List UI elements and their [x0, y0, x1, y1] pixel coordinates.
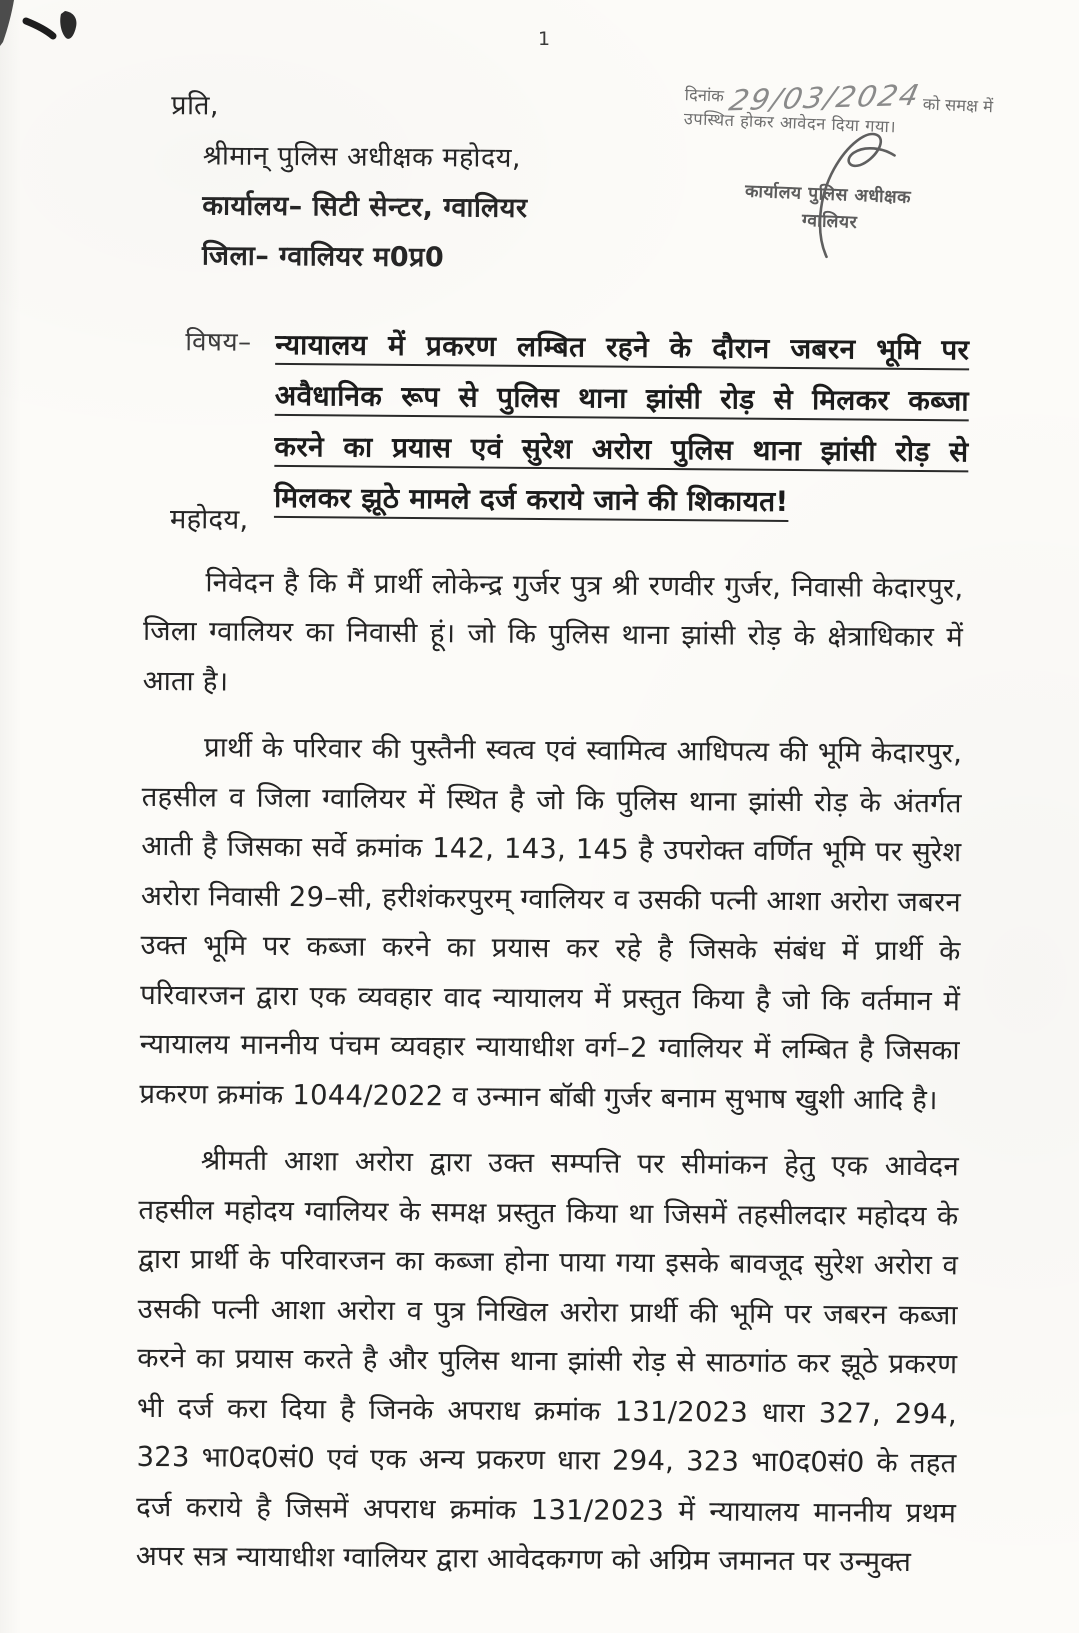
recipient-addressee: श्रीमान् पुलिस अधीक्षक महोदय,: [202, 140, 522, 174]
subject-line: न्यायालय में प्रकरण लम्बित रहने के दौरान जबरन भूमि पर: [275, 327, 970, 367]
recipient-block: [170, 81, 529, 284]
letter-paragraph-3: श्रीमती आशा अरोरा द्वारा उक्त सम्पत्ति पर सीमांकन हेतु एक आवेदन तहसील महोदय ग्वालियर के समक्ष प्रस्तुत किया था जिसमें तहसीलदार महोदय के द्वारा प्रार्थी के परिवारजन का कब्जा होना पाया गया इसके बावजूद सुरेश अरोरा व उसकी पत्नी आशा अरोरा व पुत्र निखिल अरोरा प्रार्थी की भूमि पर जबरन कब्जा करने का प्रयास करते है और पुलिस थाना झांसी रोड़ से साठगांठ कर झूठे प्रकरण भी दर्ज करा दिया है जिनके अपराध क्रमांक 131/2023 धारा 327, 294, 323 भा0द0सं0 एवं एक अन्य प्रकरण धारा 294, 323 भा0द0सं0 के तहत दर्ज कराये है जिसमें अपराध क्रमांक 131/2023 में न्यायालय माननीय प्रथम अपर सत्र न्यायाधीश ग्वालियर द्वारा आवेदकगण को अग्रिम जमानत पर उन्मुक्त: [135, 1144, 959, 1578]
subject-label: विषय–: [185, 327, 252, 358]
stamp-receipt-text: उपस्थित होकर आवेदन दिया गया।: [683, 109, 897, 137]
stamp-office-city: ग्वालियर: [801, 210, 858, 233]
subject-line: अवैधानिक रूप से पुलिस थाना झांसी रोड़ से मिलकर कब्जा: [274, 378, 969, 418]
letter-body: [135, 495, 964, 1605]
stamp-handwritten-date: 29/03/2024: [726, 78, 925, 118]
letter-greeting: महोदय,: [169, 503, 249, 536]
recipient-office: कार्यालय– सिटी सेन्टर, ग्वालियर: [202, 190, 528, 224]
receipt-stamp: [679, 79, 995, 242]
signature-mark: [774, 109, 930, 265]
stamp-date-suffix: को समक्ष में: [922, 94, 994, 117]
subject-line: मिलकर झूठे मामले दर्ज कराये जाने की शिकायत!: [273, 480, 789, 518]
stamp-date-label: दिनांक: [684, 85, 725, 106]
subject-line: करने का प्रयास एवं सुरेश अरोरा पुलिस थाना झांसी रोड़ से: [274, 429, 969, 469]
page-number: 1: [538, 28, 551, 50]
recipient-salutation: प्रति,: [171, 90, 220, 122]
letter-paragraph-1: निवेदन है कि मैं प्रार्थी लोकेन्द्र गुर्जर पुत्र श्री रणवीर गुर्जर, निवासी केदारपुर, जिला ग्वालियर का निवासी हूं। जो कि पुलिस थाना झांसी रोड़ के क्षेत्राधिकार में आता है।: [142, 565, 964, 698]
recipient-district: जिला– ग्वालियर म0प्र0: [201, 240, 445, 274]
letter-paragraph-2: प्रार्थी के परिवार की पुस्तैनी स्वत्व एवं स्वामित्व आधिपत्य की भूमि केदारपुर, तहसील व जिला ग्वालियर में स्थित है जो कि पुलिस थाना झांसी रोड़ के अंतर्गत आती है जिसका सर्वे क्रमांक 142, 143, 145 है उपरोक्त वर्णित भूमि पर सुरेश अरोरा निवासी 29–सी, हरीशंकरपुरम् ग्वालियर व उसकी पत्नी आशा अरोरा जबरन उक्त भूमि पर कब्जा करने का प्रयास कर रहे है जिसके संबंध में प्रार्थी के परिवारजन द्वारा एक व्यवहार वाद न्यायालय में प्रस्तुत किया है जो कि वर्तमान में न्यायालय माननीय पंचम व्यवहार न्यायाधीश वर्ग–2 ग्वालियर में लम्बित है जिसका प्रकरण क्रमांक 1044/2022 व उन्मान बॉबी गुर्जर बनाम सुभाष खुशी आदि है।: [139, 731, 963, 1116]
stamp-office-name: कार्यालय पुलिस अधीक्षक: [744, 181, 912, 209]
